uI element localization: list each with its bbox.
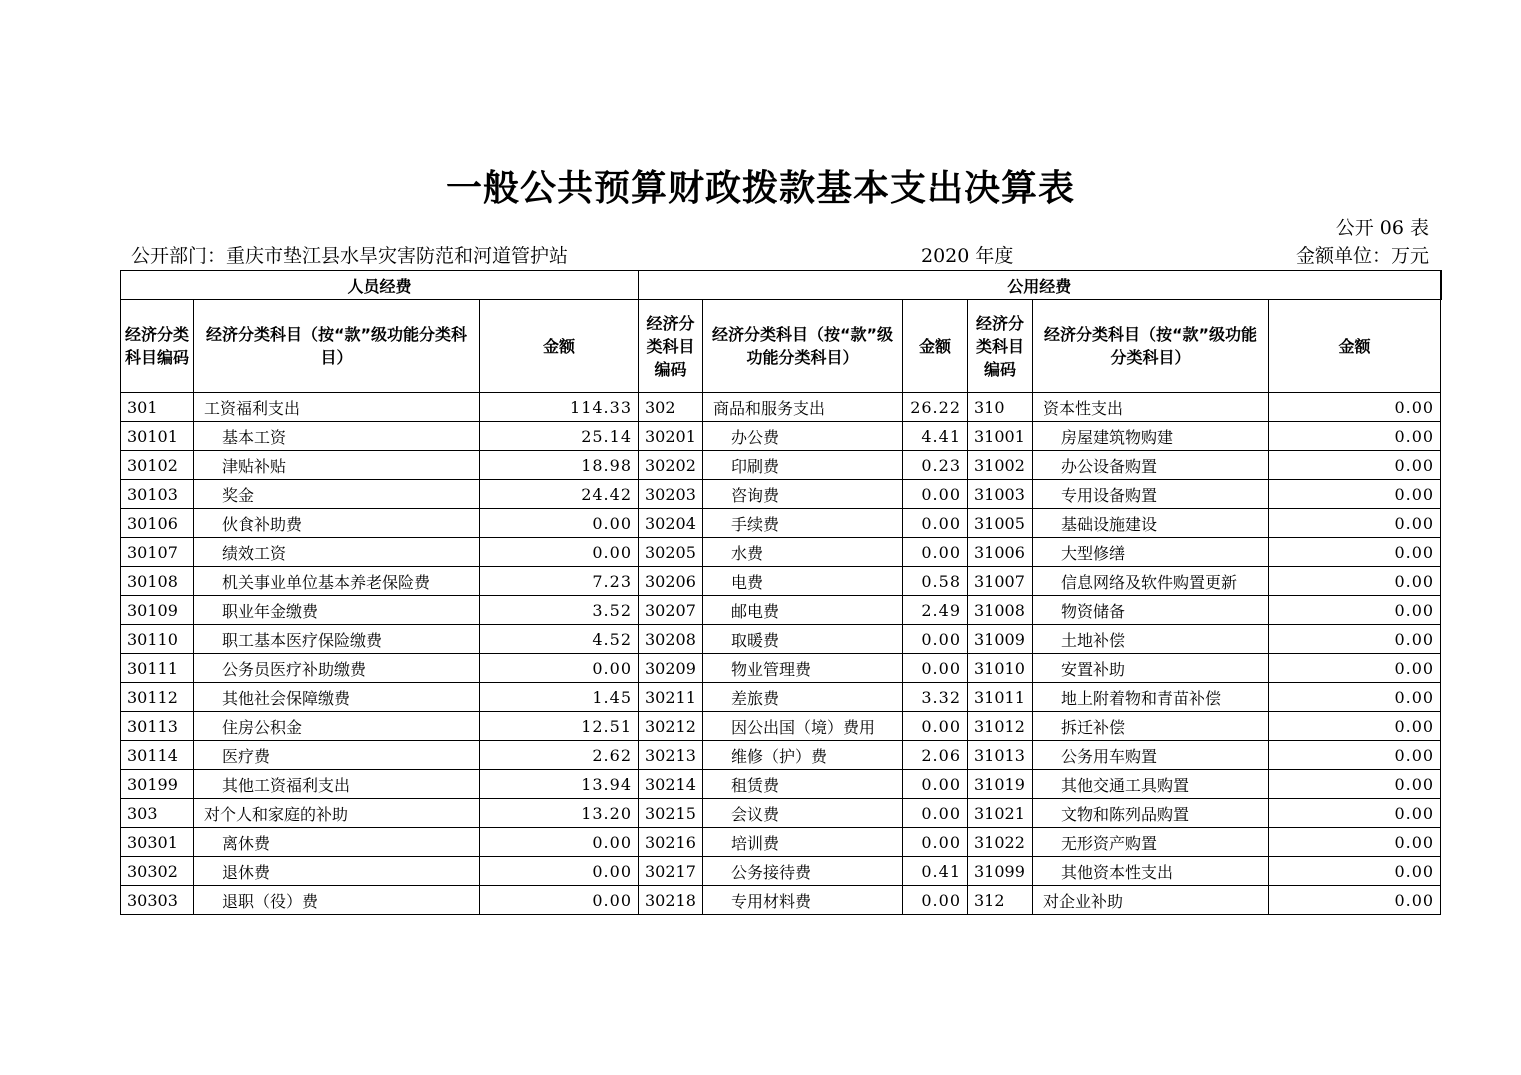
cell-name: 无形资产购置 bbox=[1033, 828, 1269, 857]
cell-name: 商品和服务支出 bbox=[703, 393, 903, 422]
cell-amount: 0.00 bbox=[480, 538, 639, 567]
cell-amount: 0.00 bbox=[903, 509, 968, 538]
group-header-personnel: 人员经费 bbox=[121, 271, 639, 300]
cell-code: 31012 bbox=[968, 712, 1033, 741]
cell-code: 302 bbox=[639, 393, 703, 422]
cell-name: 离休费 bbox=[194, 828, 480, 857]
group-header-public: 公用经费 bbox=[639, 271, 1441, 300]
cell-code: 31003 bbox=[968, 480, 1033, 509]
cell-amount: 25.14 bbox=[480, 422, 639, 451]
cell-code: 31006 bbox=[968, 538, 1033, 567]
cell-amount: 0.00 bbox=[903, 625, 968, 654]
cell-name: 办公费 bbox=[703, 422, 903, 451]
cell-amount: 0.00 bbox=[1269, 828, 1441, 857]
cell-name: 邮电费 bbox=[703, 596, 903, 625]
cell-name: 公务员医疗补助缴费 bbox=[194, 654, 480, 683]
cell-code: 31007 bbox=[968, 567, 1033, 596]
cell-amount: 0.00 bbox=[1269, 799, 1441, 828]
cell-code: 30206 bbox=[639, 567, 703, 596]
cell-amount: 2.06 bbox=[903, 741, 968, 770]
cell-code: 30113 bbox=[121, 712, 194, 741]
table-row bbox=[121, 567, 1441, 596]
cell-name: 基础设施建设 bbox=[1033, 509, 1269, 538]
cell-amount: 13.20 bbox=[480, 799, 639, 828]
cell-code: 30303 bbox=[121, 886, 194, 915]
cell-code: 30108 bbox=[121, 567, 194, 596]
cell-name: 其他工资福利支出 bbox=[194, 770, 480, 799]
cell-amount: 0.00 bbox=[480, 828, 639, 857]
cell-amount: 3.52 bbox=[480, 596, 639, 625]
unit-label: 金额单位：万元 bbox=[1295, 245, 1429, 267]
cell-amount: 0.23 bbox=[903, 451, 968, 480]
cell-amount: 24.42 bbox=[480, 480, 639, 509]
cell-amount: 0.58 bbox=[903, 567, 968, 596]
cell-amount: 4.41 bbox=[903, 422, 968, 451]
table-row bbox=[121, 422, 1441, 451]
cell-amount: 0.00 bbox=[1269, 538, 1441, 567]
cell-name: 奖金 bbox=[194, 480, 480, 509]
cell-amount: 0.41 bbox=[903, 857, 968, 886]
cell-amount: 0.00 bbox=[1269, 654, 1441, 683]
cell-amount: 0.00 bbox=[480, 654, 639, 683]
table-row bbox=[121, 770, 1441, 799]
cell-code: 31099 bbox=[968, 857, 1033, 886]
cell-code: 31002 bbox=[968, 451, 1033, 480]
cell-code: 30203 bbox=[639, 480, 703, 509]
cell-code: 301 bbox=[121, 393, 194, 422]
cell-code: 30103 bbox=[121, 480, 194, 509]
cell-code: 30217 bbox=[639, 857, 703, 886]
cell-name: 租赁费 bbox=[703, 770, 903, 799]
cell-name: 退休费 bbox=[194, 857, 480, 886]
cell-code: 31019 bbox=[968, 770, 1033, 799]
cell-name: 物资储备 bbox=[1033, 596, 1269, 625]
cell-code: 303 bbox=[121, 799, 194, 828]
cell-name: 会议费 bbox=[703, 799, 903, 828]
cell-code: 30111 bbox=[121, 654, 194, 683]
cell-amount: 0.00 bbox=[1269, 741, 1441, 770]
cell-amount: 0.00 bbox=[480, 886, 639, 915]
cell-code: 312 bbox=[968, 886, 1033, 915]
cell-amount: 0.00 bbox=[903, 712, 968, 741]
cell-name: 房屋建筑物购建 bbox=[1033, 422, 1269, 451]
cell-name: 安置补助 bbox=[1033, 654, 1269, 683]
cell-name: 资本性支出 bbox=[1033, 393, 1269, 422]
cell-name: 机关事业单位基本养老保险费 bbox=[194, 567, 480, 596]
table-row bbox=[121, 654, 1441, 683]
cell-amount: 0.00 bbox=[1269, 509, 1441, 538]
cell-name: 印刷费 bbox=[703, 451, 903, 480]
cell-name: 津贴补贴 bbox=[194, 451, 480, 480]
cell-code: 30201 bbox=[639, 422, 703, 451]
cell-name: 土地补偿 bbox=[1033, 625, 1269, 654]
cell-code: 30207 bbox=[639, 596, 703, 625]
cell-name: 职工基本医疗保险缴费 bbox=[194, 625, 480, 654]
column-header-name: 经济分类科目（按“款”级功能分类科目） bbox=[1033, 300, 1269, 393]
cell-name: 公务接待费 bbox=[703, 857, 903, 886]
cell-amount: 2.62 bbox=[480, 741, 639, 770]
cell-amount: 0.00 bbox=[903, 828, 968, 857]
cell-name: 其他资本性支出 bbox=[1033, 857, 1269, 886]
cell-name: 对个人和家庭的补助 bbox=[194, 799, 480, 828]
cell-amount: 0.00 bbox=[480, 509, 639, 538]
cell-name: 取暖费 bbox=[703, 625, 903, 654]
cell-name: 拆迁补偿 bbox=[1033, 712, 1269, 741]
cell-code: 30102 bbox=[121, 451, 194, 480]
cell-code: 30211 bbox=[639, 683, 703, 712]
cell-code: 30209 bbox=[639, 654, 703, 683]
cell-amount: 0.00 bbox=[903, 886, 968, 915]
column-header-code: 经济分类科目编码 bbox=[968, 300, 1033, 393]
cell-name: 咨询费 bbox=[703, 480, 903, 509]
cell-amount: 2.49 bbox=[903, 596, 968, 625]
cell-name: 电费 bbox=[703, 567, 903, 596]
cell-code: 30301 bbox=[121, 828, 194, 857]
cell-amount: 4.52 bbox=[480, 625, 639, 654]
cell-name: 办公设备购置 bbox=[1033, 451, 1269, 480]
cell-amount: 0.00 bbox=[1269, 451, 1441, 480]
cell-amount: 0.00 bbox=[1269, 886, 1441, 915]
table-row bbox=[121, 538, 1441, 567]
year-label: 2020 年度 bbox=[921, 245, 1014, 267]
column-header-amount: 金额 bbox=[903, 300, 968, 393]
column-header-name: 经济分类科目（按“款”级功能分类科目） bbox=[194, 300, 480, 393]
cell-amount: 0.00 bbox=[1269, 683, 1441, 712]
table-row bbox=[121, 857, 1441, 886]
page-title: 一般公共预算财政拨款基本支出决算表 bbox=[445, 168, 1075, 209]
cell-amount: 0.00 bbox=[1269, 393, 1441, 422]
cell-code: 31013 bbox=[968, 741, 1033, 770]
cell-amount: 0.00 bbox=[480, 857, 639, 886]
table-row bbox=[121, 393, 1441, 422]
table-row bbox=[121, 799, 1441, 828]
cell-name: 水费 bbox=[703, 538, 903, 567]
cell-code: 30106 bbox=[121, 509, 194, 538]
cell-code: 30205 bbox=[639, 538, 703, 567]
table-row bbox=[121, 712, 1441, 741]
cell-name: 物业管理费 bbox=[703, 654, 903, 683]
cell-amount: 0.00 bbox=[903, 799, 968, 828]
cell-amount: 0.00 bbox=[1269, 422, 1441, 451]
cell-code: 30109 bbox=[121, 596, 194, 625]
cell-code: 30204 bbox=[639, 509, 703, 538]
cell-name: 专用设备购置 bbox=[1033, 480, 1269, 509]
cell-code: 30107 bbox=[121, 538, 194, 567]
cell-code: 31021 bbox=[968, 799, 1033, 828]
table-row bbox=[121, 509, 1441, 538]
cell-name: 公务用车购置 bbox=[1033, 741, 1269, 770]
cell-amount: 3.32 bbox=[903, 683, 968, 712]
cell-code: 30202 bbox=[639, 451, 703, 480]
cell-amount: 0.00 bbox=[903, 770, 968, 799]
cell-name: 工资福利支出 bbox=[194, 393, 480, 422]
cell-code: 30215 bbox=[639, 799, 703, 828]
cell-name: 手续费 bbox=[703, 509, 903, 538]
table-row bbox=[121, 683, 1441, 712]
department-label: 公开部门：重庆市垫江县水旱灾害防范和河道管护站 bbox=[131, 245, 569, 267]
cell-amount: 0.00 bbox=[1269, 857, 1441, 886]
cell-name: 对企业补助 bbox=[1033, 886, 1269, 915]
cell-code: 31011 bbox=[968, 683, 1033, 712]
cell-code: 30208 bbox=[639, 625, 703, 654]
cell-name: 差旅费 bbox=[703, 683, 903, 712]
cell-name: 其他社会保障缴费 bbox=[194, 683, 480, 712]
cell-code: 30302 bbox=[121, 857, 194, 886]
cell-amount: 0.00 bbox=[903, 480, 968, 509]
table-row bbox=[121, 625, 1441, 654]
cell-code: 30213 bbox=[639, 741, 703, 770]
cell-name: 文物和陈列品购置 bbox=[1033, 799, 1269, 828]
column-header-amount: 金额 bbox=[1269, 300, 1441, 393]
cell-code: 30199 bbox=[121, 770, 194, 799]
table-row bbox=[121, 828, 1441, 857]
cell-code: 31009 bbox=[968, 625, 1033, 654]
cell-code: 30110 bbox=[121, 625, 194, 654]
cell-amount: 13.94 bbox=[480, 770, 639, 799]
cell-amount: 7.23 bbox=[480, 567, 639, 596]
cell-name: 绩效工资 bbox=[194, 538, 480, 567]
table-row bbox=[121, 451, 1441, 480]
cell-name: 医疗费 bbox=[194, 741, 480, 770]
cell-name: 其他交通工具购置 bbox=[1033, 770, 1269, 799]
cell-amount: 1.45 bbox=[480, 683, 639, 712]
cell-amount: 0.00 bbox=[1269, 770, 1441, 799]
cell-name: 地上附着物和青苗补偿 bbox=[1033, 683, 1269, 712]
column-header-code: 经济分类科目编码 bbox=[639, 300, 703, 393]
cell-code: 30216 bbox=[639, 828, 703, 857]
table-row bbox=[121, 886, 1441, 915]
cell-amount: 0.00 bbox=[903, 654, 968, 683]
cell-name: 大型修缮 bbox=[1033, 538, 1269, 567]
cell-code: 31005 bbox=[968, 509, 1033, 538]
column-header-amount: 金额 bbox=[480, 300, 639, 393]
cell-name: 培训费 bbox=[703, 828, 903, 857]
cell-code: 31022 bbox=[968, 828, 1033, 857]
table-row bbox=[121, 596, 1441, 625]
column-header-name: 经济分类科目（按“款”级功能分类科目） bbox=[703, 300, 903, 393]
cell-code: 31008 bbox=[968, 596, 1033, 625]
cell-amount: 0.00 bbox=[1269, 480, 1441, 509]
cell-code: 30101 bbox=[121, 422, 194, 451]
cell-code: 310 bbox=[968, 393, 1033, 422]
cell-amount: 18.98 bbox=[480, 451, 639, 480]
table-row bbox=[121, 480, 1441, 509]
column-header-code: 经济分类科目编码 bbox=[121, 300, 194, 393]
cell-amount: 114.33 bbox=[480, 393, 639, 422]
cell-name: 维修（护）费 bbox=[703, 741, 903, 770]
cell-name: 因公出国（境）费用 bbox=[703, 712, 903, 741]
cell-name: 基本工资 bbox=[194, 422, 480, 451]
cell-code: 30114 bbox=[121, 741, 194, 770]
cell-amount: 0.00 bbox=[1269, 567, 1441, 596]
cell-amount: 0.00 bbox=[1269, 712, 1441, 741]
cell-name: 住房公积金 bbox=[194, 712, 480, 741]
cell-name: 信息网络及软件购置更新 bbox=[1033, 567, 1269, 596]
cell-name: 专用材料费 bbox=[703, 886, 903, 915]
cell-amount: 0.00 bbox=[903, 538, 968, 567]
cell-code: 31001 bbox=[968, 422, 1033, 451]
cell-name: 职业年金缴费 bbox=[194, 596, 480, 625]
cell-code: 30214 bbox=[639, 770, 703, 799]
expenditure-table bbox=[120, 270, 1442, 915]
cell-name: 退职（役）费 bbox=[194, 886, 480, 915]
cell-amount: 12.51 bbox=[480, 712, 639, 741]
cell-code: 30112 bbox=[121, 683, 194, 712]
cell-amount: 0.00 bbox=[1269, 625, 1441, 654]
cell-code: 31010 bbox=[968, 654, 1033, 683]
cell-name: 伙食补助费 bbox=[194, 509, 480, 538]
cell-code: 30212 bbox=[639, 712, 703, 741]
table-code: 公开 06 表 bbox=[1335, 217, 1429, 239]
cell-amount: 26.22 bbox=[903, 393, 968, 422]
cell-amount: 0.00 bbox=[1269, 596, 1441, 625]
table-row bbox=[121, 741, 1441, 770]
cell-code: 30218 bbox=[639, 886, 703, 915]
